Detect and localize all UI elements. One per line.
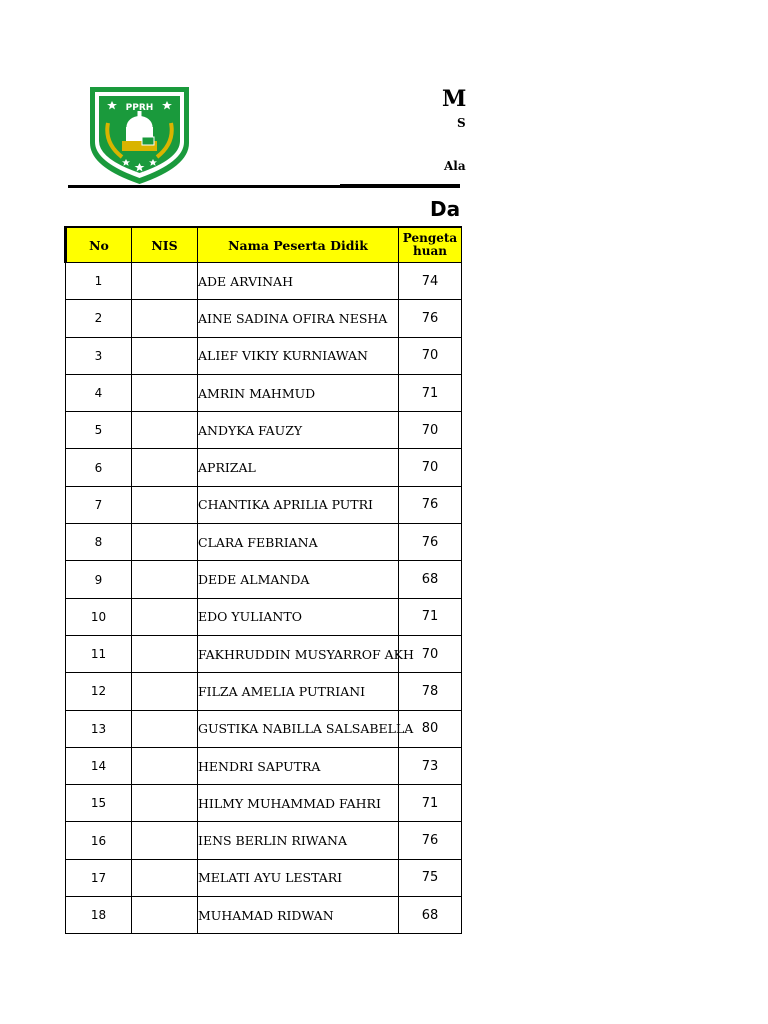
student-name-text: ALIEF VIKIY KURNIAWAN <box>198 348 368 364</box>
row-pengetahuan-score: 74 <box>399 263 462 300</box>
student-name-text: APRIZAL <box>198 460 256 476</box>
row-student-name <box>198 486 399 523</box>
col-header-name: Nama Peserta Didik <box>198 227 399 263</box>
row-student-name <box>198 598 399 635</box>
row-student-name <box>198 859 399 896</box>
student-name-text: GUSTIKA NABILLA SALSABELLA <box>198 721 414 737</box>
row-student-name <box>198 263 399 300</box>
row-pengetahuan-score: 76 <box>399 822 462 859</box>
row-number: 13 <box>66 710 132 747</box>
col-header-pengetahuan-line1: Pengeta <box>402 231 458 245</box>
row-student-name <box>198 785 399 822</box>
row-nis <box>132 374 198 411</box>
row-pengetahuan-score: 70 <box>399 337 462 374</box>
row-student-name <box>198 673 399 710</box>
table-row <box>66 524 462 561</box>
row-number: 4 <box>66 374 132 411</box>
row-nis <box>132 897 198 934</box>
student-name-text: FILZA AMELIA PUTRIANI <box>198 683 366 699</box>
table-row <box>66 859 462 896</box>
student-name-text: AMRIN MAHMUD <box>198 385 316 401</box>
row-nis <box>132 598 198 635</box>
table-row <box>66 785 462 822</box>
table-row <box>66 598 462 635</box>
row-student-name <box>198 897 399 934</box>
school-crest-logo <box>82 83 197 185</box>
student-name-text: HILMY MUHAMMAD FAHRI <box>198 795 381 811</box>
student-name-text: DEDE ALMANDA <box>198 572 310 588</box>
row-number: 3 <box>66 337 132 374</box>
col-header-no: No <box>66 227 132 263</box>
student-name-text: ADE ARVINAH <box>198 273 293 289</box>
student-name-text: AINE SADINA OFIRA NESHA <box>198 310 388 326</box>
row-number: 14 <box>66 747 132 784</box>
row-pengetahuan-score: 73 <box>399 747 462 784</box>
table-row <box>66 263 462 300</box>
table-row <box>66 300 462 337</box>
row-number: 10 <box>66 598 132 635</box>
student-name-text: HENDRI SAPUTRA <box>198 758 321 774</box>
row-nis <box>132 673 198 710</box>
student-name-text: IENS BERLIN RIWANA <box>198 833 347 849</box>
row-number: 11 <box>66 635 132 672</box>
row-number: 2 <box>66 300 132 337</box>
student-name-text: ANDYKA FAUZY <box>198 422 303 438</box>
row-student-name <box>198 561 399 598</box>
row-pengetahuan-score: 80 <box>399 710 462 747</box>
row-nis <box>132 263 198 300</box>
student-name-text: MUHAMAD RIDWAN <box>198 907 334 923</box>
row-student-name <box>198 710 414 747</box>
row-nis <box>132 710 198 747</box>
row-pengetahuan-score: 76 <box>399 524 462 561</box>
row-nis <box>132 412 198 449</box>
row-student-name <box>198 300 399 337</box>
row-student-name <box>198 449 399 486</box>
table-row <box>66 561 462 598</box>
logo-text: PPRH <box>125 103 154 113</box>
row-pengetahuan-score: 75 <box>399 859 462 896</box>
student-name-text: CHANTIKA APRILIA PUTRI <box>198 497 373 513</box>
row-student-name <box>198 747 399 784</box>
row-student-name <box>198 635 414 672</box>
grades-table <box>64 226 462 934</box>
student-name-text: CLARA FEBRIANA <box>198 534 318 550</box>
row-nis <box>132 822 198 859</box>
row-number: 17 <box>66 859 132 896</box>
student-name-text: FAKHRUDDIN MUSYARROF AKH <box>198 646 414 662</box>
table-row <box>66 822 462 859</box>
row-nis <box>132 561 198 598</box>
row-number: 15 <box>66 785 132 822</box>
table-row <box>66 337 462 374</box>
row-pengetahuan-score: 70 <box>399 412 462 449</box>
row-pengetahuan-score: 70 <box>399 635 462 672</box>
row-number: 6 <box>66 449 132 486</box>
student-name-text: EDO YULIANTO <box>198 609 302 625</box>
table-row <box>66 710 462 747</box>
row-nis <box>132 524 198 561</box>
row-number: 7 <box>66 486 132 523</box>
row-pengetahuan-score: 68 <box>399 897 462 934</box>
col-header-nis: NIS <box>132 227 198 263</box>
row-student-name <box>198 412 399 449</box>
row-pengetahuan-score: 71 <box>399 785 462 822</box>
row-number: 8 <box>66 524 132 561</box>
student-name-text: MELATI AYU LESTARI <box>198 870 343 886</box>
row-number: 1 <box>66 263 132 300</box>
table-row <box>66 449 462 486</box>
row-nis <box>132 449 198 486</box>
row-number: 9 <box>66 561 132 598</box>
institution-address: Ala <box>444 159 466 173</box>
row-nis <box>132 486 198 523</box>
institution-name: M <box>442 86 467 112</box>
table-row <box>66 374 462 411</box>
row-number: 5 <box>66 412 132 449</box>
row-pengetahuan-score: 71 <box>399 374 462 411</box>
row-pengetahuan-score: 71 <box>399 598 462 635</box>
col-header-pengetahuan-line2: huan <box>413 244 447 258</box>
row-nis <box>132 859 198 896</box>
row-pengetahuan-score: 70 <box>399 449 462 486</box>
row-pengetahuan-score: 76 <box>399 486 462 523</box>
table-row <box>66 747 462 784</box>
table-row <box>66 673 462 710</box>
row-pengetahuan-score: 68 <box>399 561 462 598</box>
institution-subtitle: S <box>457 116 466 130</box>
row-student-name <box>198 524 399 561</box>
row-number: 16 <box>66 822 132 859</box>
row-student-name <box>198 337 399 374</box>
row-student-name <box>198 822 399 859</box>
row-nis <box>132 635 198 672</box>
row-nis <box>132 785 198 822</box>
row-nis <box>132 747 198 784</box>
row-pengetahuan-score: 78 <box>399 673 462 710</box>
table-row <box>66 412 462 449</box>
table-row <box>66 897 462 934</box>
document-title: Da <box>430 197 461 221</box>
row-student-name <box>198 374 399 411</box>
row-pengetahuan-score: 76 <box>399 300 462 337</box>
row-nis <box>132 337 198 374</box>
col-header-pengetahuan <box>399 227 462 263</box>
header-divider <box>68 185 460 188</box>
table-header-row <box>66 227 462 263</box>
table-row <box>66 635 462 672</box>
row-nis <box>132 300 198 337</box>
row-number: 12 <box>66 673 132 710</box>
table-row <box>66 486 462 523</box>
row-number: 18 <box>66 897 132 934</box>
